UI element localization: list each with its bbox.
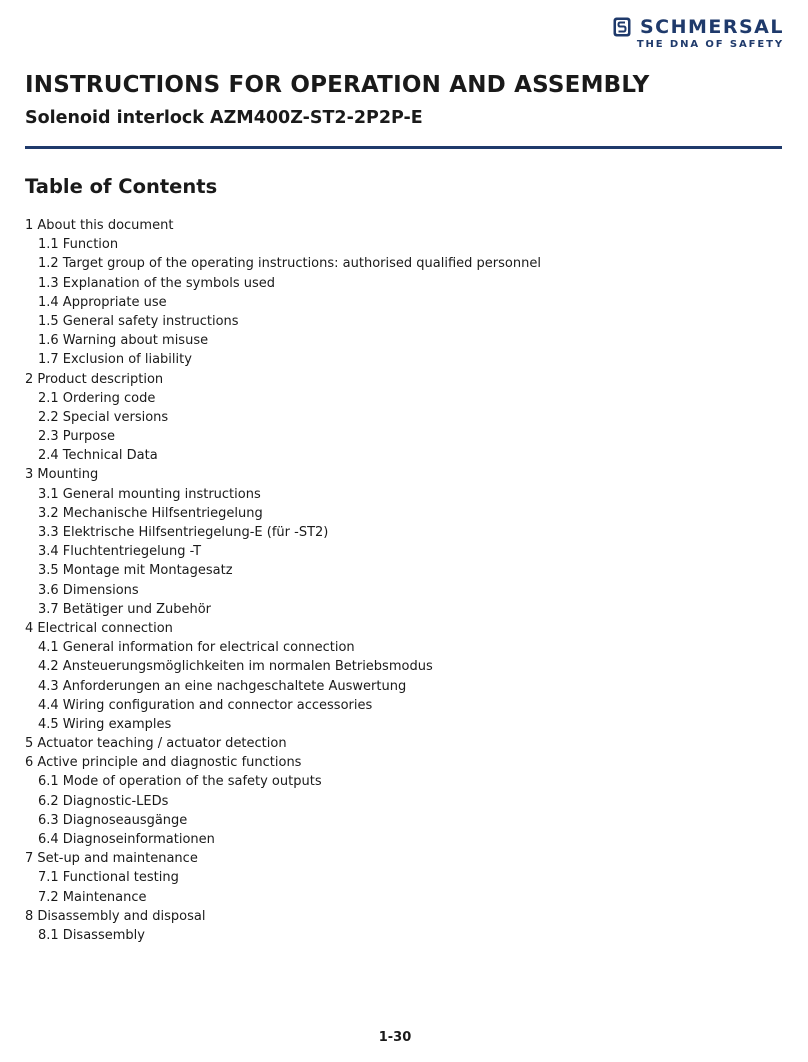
toc-subsection-link[interactable]: 2.2 Special versions [38,409,169,425]
toc-subsection-link[interactable]: 3.3 Elektrische Hilfsentriegelung-E (für -ST2) [38,525,329,540]
toc-subsection-link[interactable]: 6.1 Mode of operation of the safety outputs [38,774,322,790]
toc-subsection-link[interactable]: 2.4 Technical Data [38,448,158,464]
toc-subsection-link[interactable]: 1.7 Exclusion of liability [38,352,192,368]
toc-subsection-link[interactable]: 3.1 General mounting instructions [38,486,261,502]
brand-logo [613,16,784,51]
document-title: INSTRUCTIONS FOR OPERATION AND ASSEMBLY [25,72,650,98]
toc-section-link[interactable]: 5 Actuator teaching / actuator detection [25,736,287,752]
toc-subsection-link[interactable]: 2.3 Purpose [38,429,115,445]
toc-section-link[interactable]: 2 Product description [25,371,164,387]
toc-section-link[interactable]: 6 Active principle and diagnostic functions [25,755,302,771]
toc-subsection-link[interactable]: 4.1 General information for electrical connection [38,640,355,656]
toc-subsection-link[interactable]: 7.1 Functional testing [38,870,179,886]
toc-subsection-link[interactable]: 4.5 Wiring examples [38,716,172,732]
document-subtitle: Solenoid interlock AZM400Z-ST2-2P2P-E [25,108,423,128]
header-divider [25,146,782,149]
toc-subsection-link[interactable]: 1.6 Warning about misuse [38,333,209,349]
toc-subsection-link[interactable]: 3.6 Dimensions [38,582,139,598]
toc-subsection-link[interactable]: 7.2 Maintenance [38,889,147,905]
brand-text [637,16,784,51]
toc-subsection-link[interactable]: 6.2 Diagnostic-LEDs [38,793,169,809]
toc-subsection-link[interactable]: 1.2 Target group of the operating instructions: authorised qualified personnel [38,256,541,272]
brand-name: SCHMERSAL [639,16,784,38]
toc-subsection-link[interactable]: 4.4 Wiring configuration and connector accessories [38,697,373,713]
toc-subsection-link[interactable]: 8.1 Disassembly [38,927,145,943]
toc-subsection-link[interactable]: 6.3 Diagnoseausgänge [38,812,188,828]
brand-tagline: THE DNA OF SAFETY [636,39,784,50]
toc-heading: Table of Contents [25,175,218,198]
toc-subsection-link[interactable]: 6.4 Diagnoseinformationen [38,832,215,847]
toc-subsection-link[interactable]: 3.2 Mechanische Hilfsentriegelung [38,505,263,521]
schmersal-logo-icon [613,17,631,37]
toc-section-link[interactable]: 8 Disassembly and disposal [25,908,206,924]
toc-subsection-link[interactable]: 2.1 Ordering code [38,390,156,406]
toc-subsection-link[interactable]: 4.3 Anforderungen an eine nachgeschaltete Auswertung [38,678,407,694]
toc-section-link[interactable]: 1 About this document [25,218,174,233]
toc-section-link[interactable]: 7 Set-up and maintenance [25,851,198,867]
toc-subsection-link[interactable]: 3.5 Montage mit Montagesatz [38,563,233,579]
toc-subsection-link[interactable]: 1.5 General safety instructions [38,313,239,329]
table-of-contents [25,216,541,945]
toc-section-link[interactable]: 3 Mounting [25,467,99,483]
toc-subsection-link[interactable]: 1.4 Appropriate use [38,294,167,310]
page-number: 1-30 [378,1030,412,1045]
toc-subsection-link[interactable]: 1.1 Function [38,237,119,253]
toc-subsection-link[interactable]: 4.2 Ansteuerungsmöglichkeiten im normalen Betriebsmodus [38,659,433,675]
toc-section-link[interactable]: 4 Electrical connection [25,620,173,636]
toc-subsection-link[interactable]: 3.7 Betätiger und Zubehör [38,601,212,617]
toc-subsection-link[interactable]: 1.3 Explanation of the symbols used [38,275,276,291]
toc-subsection-link[interactable]: 3.4 Fluchtentriegelung -T [38,544,202,560]
